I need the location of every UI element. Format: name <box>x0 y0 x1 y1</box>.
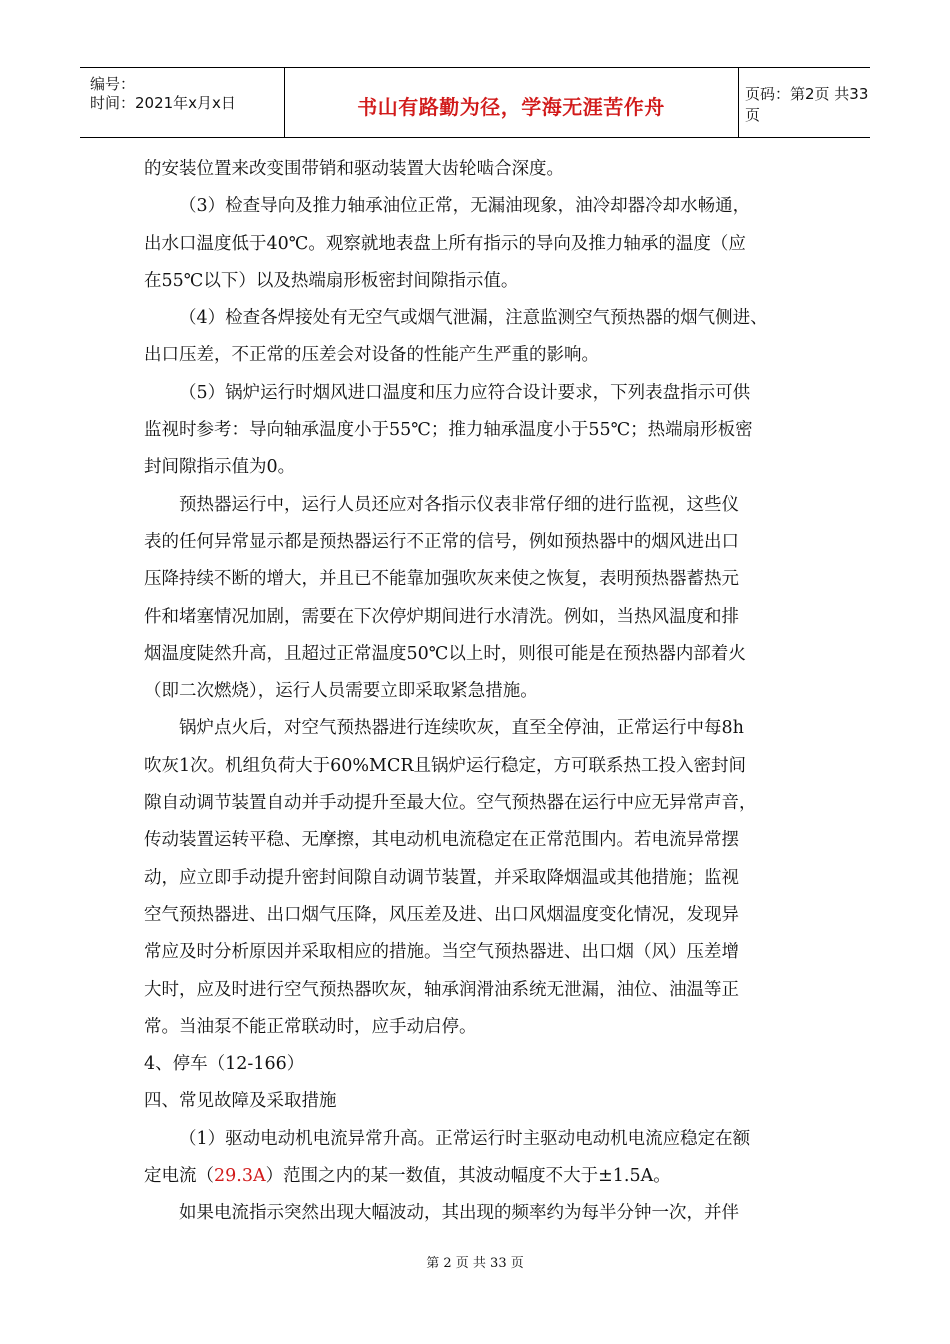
text-line: 表的任何异常显示都是预热器运行不正常的信号，例如预热器中的烟风进出口 <box>144 531 739 552</box>
header-motto: 书山有路勤为径，学海无涯苦作舟 <box>357 95 665 119</box>
text-line: 封间隙指示值为0。 <box>144 457 296 478</box>
text-line: （5）锅炉运行时烟风进口温度和压力应符合设计要求，下列表盘指示可供 <box>179 382 751 403</box>
text-line: 空气预热器进、出口烟气压降，风压差及进、出口风烟温度变化情况，发现异 <box>144 904 739 925</box>
text-line: 隙自动调节装置自动并手动提升至最大位。空气预热器在运行中应无异常声音， <box>144 793 757 814</box>
text-segment: ）范围之内的某一数值，其波动幅度不大于±1.5A。 <box>265 1166 671 1187</box>
text-line: （3）检查导向及推力轴承油位正常，无漏油现象，油冷却器冷却水畅通， <box>179 196 751 217</box>
text-line: 烟温度陡然升高，且超过正常温度50℃以上时，则很可能是在预热器内部着火 <box>144 643 746 664</box>
time-label: 时间：2021年x月x日 <box>90 94 236 112</box>
text-line-rated-current <box>144 1158 814 1195</box>
text-line: 大时，应及时进行空气预热器吹灰，轴承润滑油系统无泄漏，油位、油温等正 <box>144 979 739 1000</box>
text-line: 常应及时分析原因并采取相应的措施。当空气预热器进、出口烟（风）压差增 <box>144 942 739 963</box>
document-body <box>144 151 814 1233</box>
text-line: 在55℃以下）以及热端扇形板密封间隙指示值。 <box>144 270 519 291</box>
code-label: 编号： <box>90 75 136 93</box>
text-line: （4）检查各焊接处有无空气或烟气泄漏，注意监测空气预热器的烟气侧进、 <box>179 308 768 329</box>
header-motto-cell <box>284 68 739 137</box>
text-line: （1）驱动电动机电流异常升高。正常运行时主驱动电动机电流应稳定在额 <box>179 1128 751 1149</box>
text-line: 监视时参考：导向轴承温度小于55℃；推力轴承温度小于55℃；热端扇形板密 <box>144 420 753 441</box>
text-line: 动，应立即手动提升密封间隙自动调节装置，并采取降烟温或其他措施；监视 <box>144 867 739 888</box>
text-line: 压降持续不断的增大，并且已不能靠加强吹灰来使之恢复，表明预热器蓄热元 <box>144 569 739 590</box>
header-meta <box>80 68 285 137</box>
section-heading: 4、停车（12-166） <box>144 1054 305 1075</box>
section-heading: 四、常见故障及采取措施 <box>144 1091 337 1112</box>
page-header <box>80 67 870 138</box>
text-line: 预热器运行中，运行人员还应对各指示仪表非常仔细的进行监视，这些仪 <box>179 494 739 515</box>
page-footer: 第 2 页 共 33 页 <box>426 1256 524 1271</box>
text-segment: 定电流（ <box>144 1166 214 1187</box>
text-line: 出口压差，不正常的压差会对设备的性能产生严重的影响。 <box>144 345 599 366</box>
text-line: 锅炉点火后，对空气预热器进行连续吹灰，直至全停油，正常运行中每8h <box>179 718 744 739</box>
text-line: 如果电流指示突然出现大幅波动，其出现的频率约为每半分钟一次，并伴 <box>179 1203 739 1224</box>
text-line: 常。当油泵不能正常联动时，应手动启停。 <box>144 1016 477 1037</box>
text-line: 出水口温度低于40℃。观察就地表盘上所有指示的导向及推力轴承的温度（应 <box>144 233 746 254</box>
text-line: 的安装位置来改变围带销和驱动装置大齿轮啮合深度。 <box>144 159 564 179</box>
text-line: 吹灰1次。机组负荷大于60%MCR且锅炉运行稳定，方可联系热工投入密封间 <box>144 755 747 776</box>
highlighted-value: 29.3A <box>214 1166 266 1187</box>
text-line: （即二次燃烧），运行人员需要立即采取紧急措施。 <box>144 681 538 702</box>
page-label: 页码：第2页 共33页 <box>745 84 869 124</box>
text-line: 件和堵塞情况加剧，需要在下次停炉期间进行水清洗。例如，当热风温度和排 <box>144 606 739 627</box>
text-line: 传动装置运转平稳、无摩擦，其电动机电流稳定在正常范围内。若电流异常摆 <box>144 830 739 851</box>
header-page-cell <box>738 68 870 137</box>
